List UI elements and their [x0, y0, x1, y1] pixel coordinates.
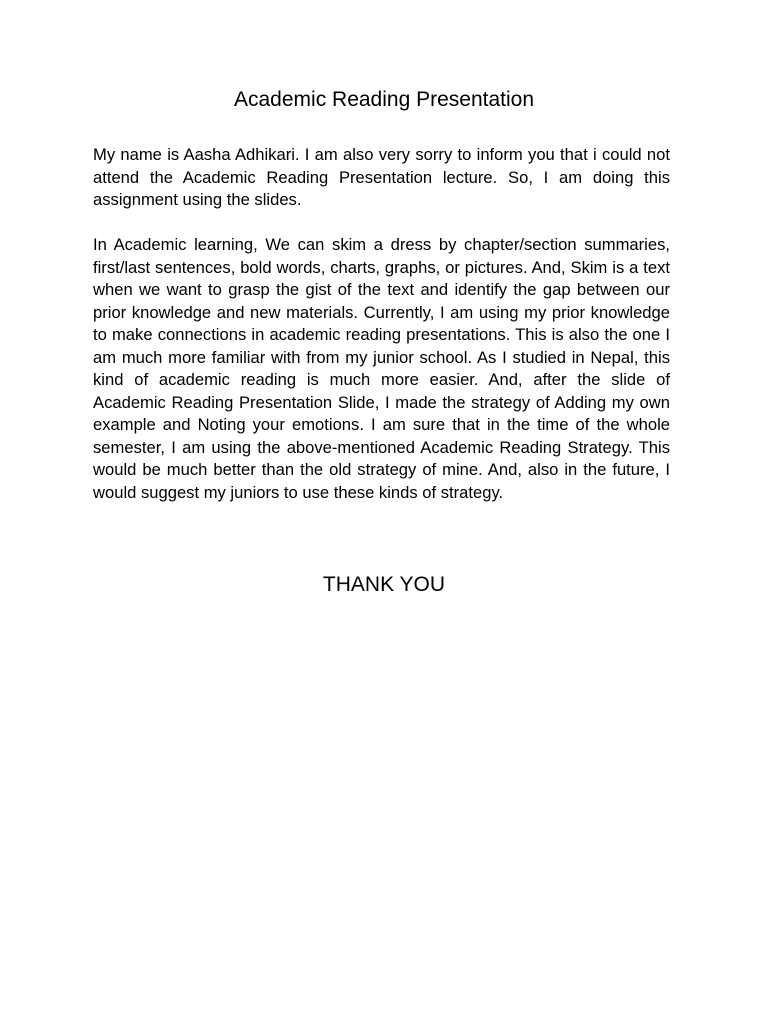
intro-paragraph: My name is Aasha Adhikari. I am also very sorry to inform you that i could not attend the Academic Reading Presentation lecture. So, I am doing this assignment using the slides. — [93, 145, 670, 209]
body-paragraph: In Academic learning, We can skim a dress by chapter/section summaries, first/last sentences, bold words, charts, graphs, or pictures. And, Skim is a text when we want to grasp the gist of the text and identify the gap between our prior knowledge and new materials. Currently, I am using my prior knowledge to make connections in academic reading presentations. This is also the one I am much more familiar with from my junior school. As I studied in Nepal, this kind of academic reading is much more easier. And, after the slide of Academic Reading Presentation Slide, I made the strategy of Adding my own example and Noting your emotions. I am sure that in the time of the whole semester, I am using the above-mentioned Academic Reading Strategy. This would be much better than the old strategy of mine. And, also in the future, I would suggest my juniors to use these kinds of strategy. — [93, 235, 670, 502]
document-title: Academic Reading Presentation — [233, 88, 534, 111]
closing-text: THANK YOU — [322, 573, 446, 596]
